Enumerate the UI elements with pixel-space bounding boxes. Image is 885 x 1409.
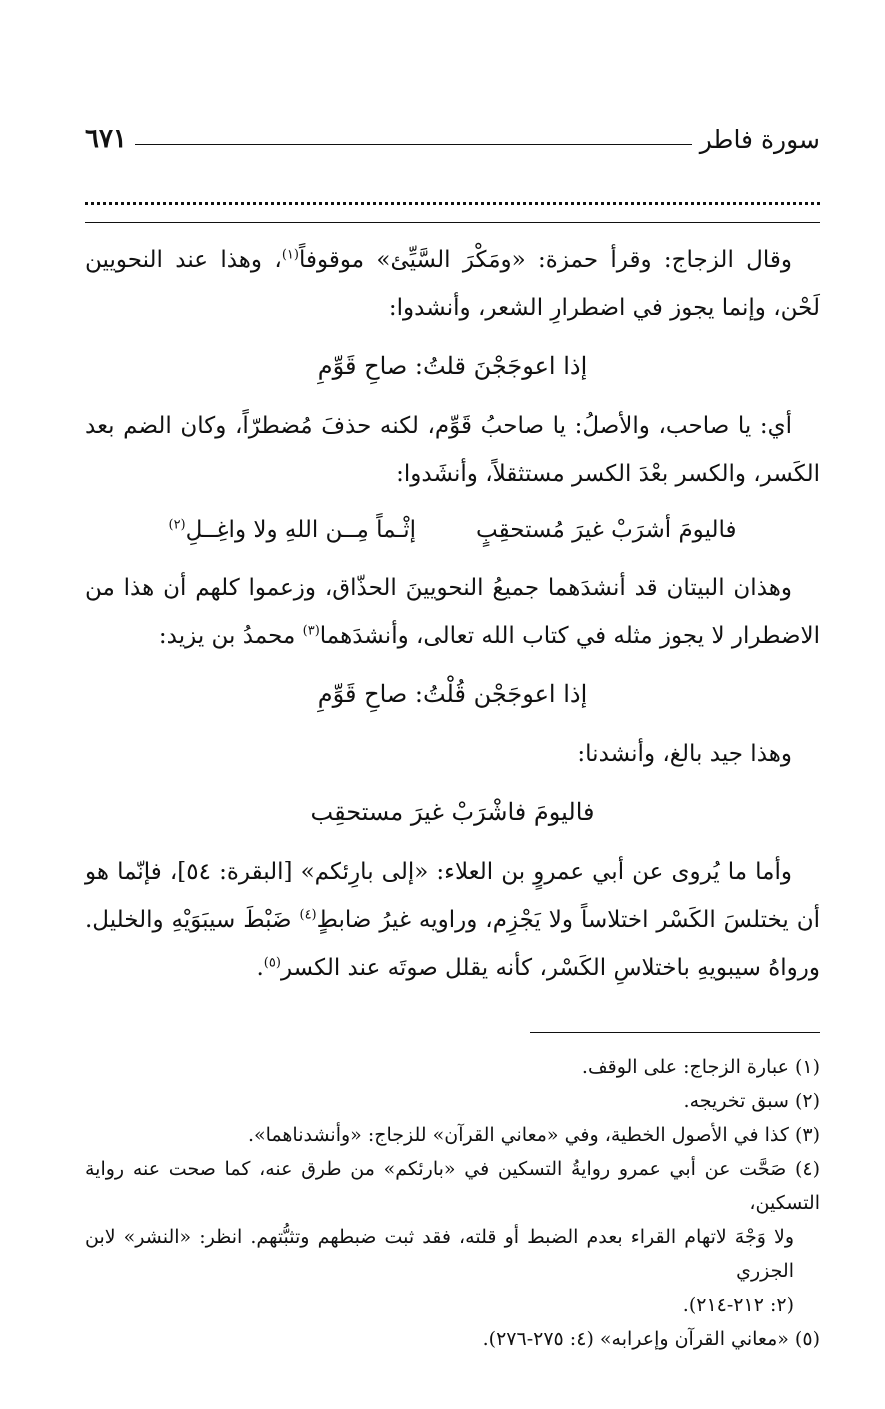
footnote-ref-1[interactable]: (١) — [281, 247, 299, 263]
book-page — [85, 0, 820, 1409]
solid-divider — [85, 222, 820, 223]
verse-3: إذا اعوجَجْن قُلْتُ: صاحِ قَوِّمِ — [317, 680, 588, 708]
footnote-5: (٥) «معاني القرآن وإعرابه» (٤: ٢٧٥-٢٧٦). — [482, 1328, 820, 1350]
footnote-ref-4[interactable]: (٤) — [299, 907, 317, 923]
footnote-2: (٢) سبق تخريجه. — [683, 1090, 820, 1112]
footnote-ref-5[interactable]: (٥) — [263, 955, 281, 971]
footnote-4-line-1: (٤) صَحَّت عن أبي عمرو روايةُ التسكين في «بارئكم» من طرق عنه، كما صحت عنه رواية التسكين، — [85, 1158, 820, 1214]
header-rule — [135, 144, 692, 145]
paragraph-4: وهذا جيد بالغ، وأنشدنا: — [577, 741, 792, 767]
footnote-4-line-2: ولا وَجْهَ لاتهام القراء بعدم الضبط أو قلته، فقد ثبت ضبطهم وتثبُّتهم. انظر: «النشر» لابن الجزري — [85, 1226, 794, 1282]
verse-4: فاليومَ فاشْرَبْ غيرَ مستحقِب — [310, 798, 595, 826]
verse-2 — [85, 506, 820, 554]
footnote-ref-3[interactable]: (٣) — [302, 623, 320, 639]
paragraph-5: وأما ما يُروى عن أبي عمروٍ بن العلاء: «إلى بارِئكم» [البقرة: ٥٤]، فإنّما هو أن يختلسَ الكَسْر اختلاساً ولا يَجْزِم، وراويه غيرُ ضابطٍ$^{(٤)}$ ضَبْطَ سيبَوَيْهِ والخليل. ورواهُ سيبويهِ باختلاسِ الكَسْر، كأنه يقلل صوتَه عند الكسر$^{(٥)}$. — [85, 859, 820, 981]
verse-2-first-hemistich: فاليومَ أشرَبْ غيرَ مُستحقِبٍ — [476, 517, 737, 543]
running-header — [85, 118, 820, 152]
surah-title: سورة فاطر — [699, 125, 820, 154]
paragraph-3: وهذان البيتان قد أنشدَهما جميعُ النحويينَ الحذّاق، وزعموا كلهم أن هذا من الاضطرار لا يجوز مثله في كتاب الله تعالى، وأنشدَهما$^{(٣)}$ محمدُ بن يزيد: — [85, 575, 820, 649]
paragraph-1: وقال الزجاج: وقرأ حمزة: «ومَكْرَ السَّيِّئ» موقوفاً$^{(١)}$، وهذا عند النحويين لَحْن، وإنما يجوز في اضطرارِ الشعر، وأنشدوا: — [85, 247, 820, 321]
verse-1: إذا اعوجَجْنَ قلتُ: صاحِ قَوِّمِ — [317, 352, 588, 380]
footnotes — [85, 1050, 820, 1356]
footnote-ref-2[interactable]: (٢) — [168, 517, 186, 533]
verse-2-second-hemistich: إثْـماً مِــن اللهِ ولا واغِــلِ$^{(٢)}$ — [168, 517, 416, 543]
footnote-rule — [530, 1032, 820, 1033]
footnote-4-line-3: (٢: ٢١٢-٢١٤). — [682, 1294, 794, 1316]
dotted-divider — [85, 202, 820, 205]
paragraph-2: أي: يا صاحب، والأصلُ: يا صاحبُ قَوِّم، لكنه حذفَ مُضطرّاً، وكان الضم بعد الكَسر، والكسر بعْدَ الكسر مستثقلاً، وأنشَدوا: — [85, 413, 820, 487]
main-text — [85, 236, 820, 1000]
footnote-1: (١) عبارة الزجاج: على الوقف. — [581, 1056, 820, 1078]
page-number: ٦٧١ — [85, 124, 127, 154]
footnote-3: (٣) كذا في الأصول الخطية، وفي «معاني القرآن» للزجاج: «وأنشدناهما». — [247, 1124, 820, 1146]
